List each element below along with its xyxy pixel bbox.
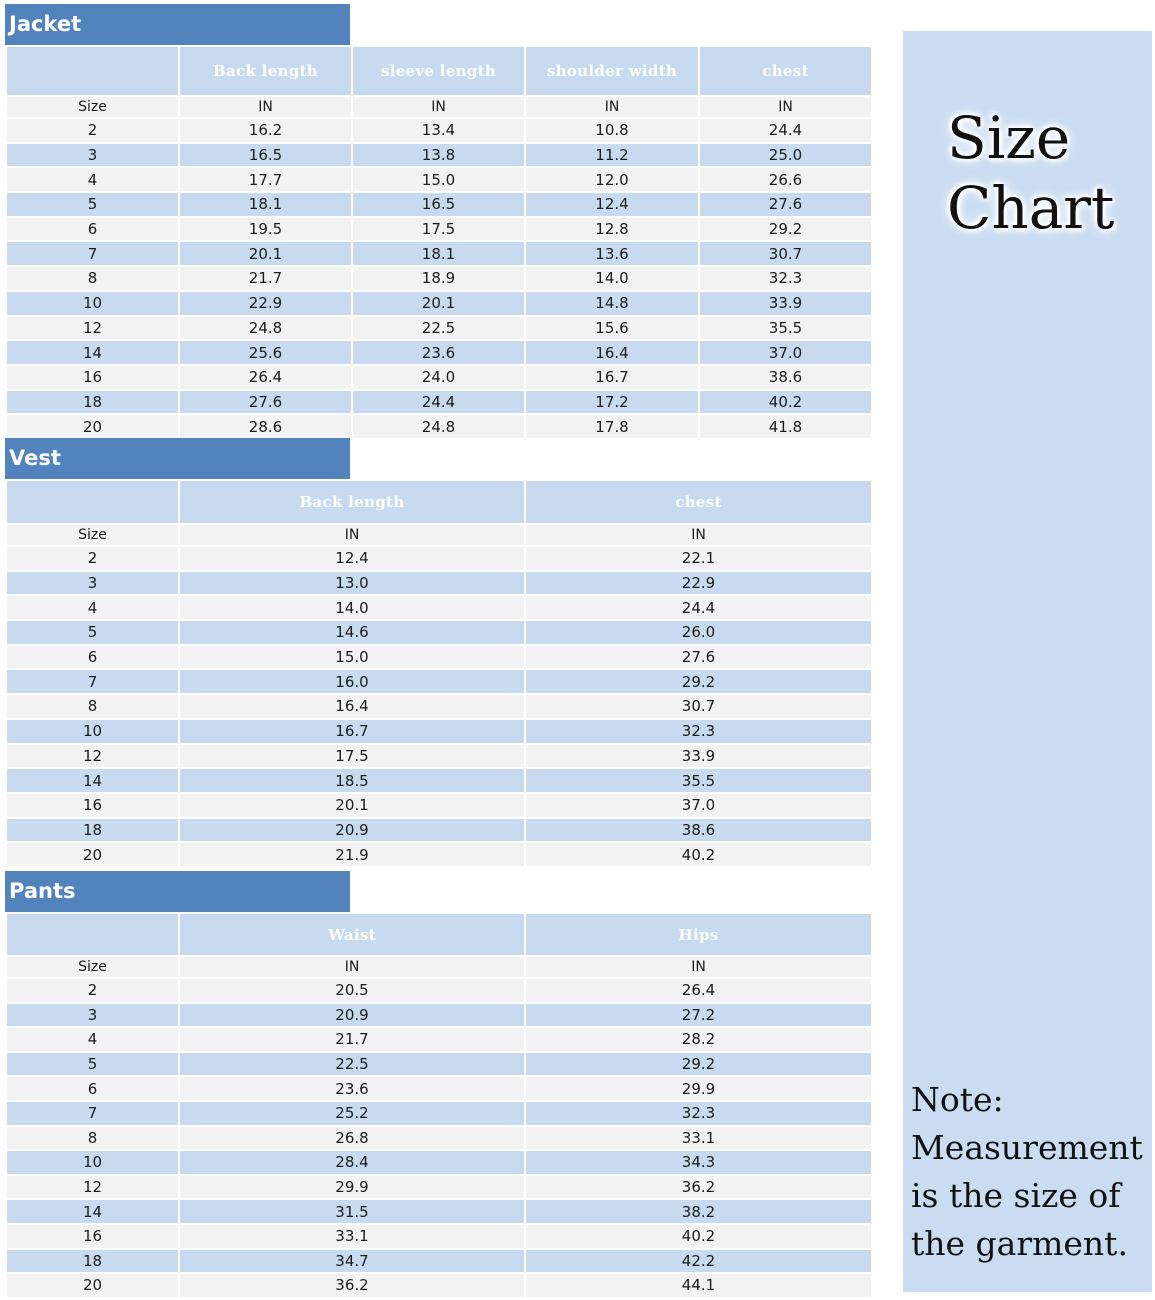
size-chart-title xyxy=(947,103,1114,243)
measurement-cell: 23.6 xyxy=(352,340,525,365)
measurement-cell: 13.8 xyxy=(352,143,525,168)
size-cell: 14 xyxy=(6,1199,179,1224)
measurement-cell: 40.2 xyxy=(525,842,872,867)
measurement-cell: 40.2 xyxy=(699,390,872,415)
measurement-cell: 28.2 xyxy=(525,1027,872,1052)
size-cell: 7 xyxy=(6,241,179,266)
measurement-cell: 27.6 xyxy=(525,645,872,670)
header-back-length: Back length xyxy=(179,480,525,524)
measurement-cell: 30.7 xyxy=(525,694,872,719)
measurement-cell: 29.2 xyxy=(699,217,872,242)
measurement-cell: 18.1 xyxy=(352,241,525,266)
size-cell: 4 xyxy=(6,595,179,620)
size-cell: 16 xyxy=(6,793,179,818)
size-cell: 5 xyxy=(6,1052,179,1077)
measurement-cell: 37.0 xyxy=(699,340,872,365)
table-row xyxy=(6,1003,872,1028)
measurement-cell: 16.4 xyxy=(525,340,699,365)
size-cell: 8 xyxy=(6,694,179,719)
measurement-cell: 26.4 xyxy=(525,978,872,1003)
measurement-cell: 27.2 xyxy=(525,1003,872,1028)
measurement-cell: 17.8 xyxy=(525,414,699,439)
table-row xyxy=(6,192,872,217)
measurement-cell: 16.0 xyxy=(179,669,525,694)
measurement-cell: 16.4 xyxy=(179,694,525,719)
measurement-cell: 28.6 xyxy=(179,414,352,439)
size-cell: 18 xyxy=(6,818,179,843)
header-size-blank xyxy=(6,480,179,524)
measurement-cell: 28.4 xyxy=(179,1150,525,1175)
measurement-cell: 14.0 xyxy=(179,595,525,620)
table-row xyxy=(6,842,872,867)
measurement-cell: 26.0 xyxy=(525,620,872,645)
measurement-cell: 17.2 xyxy=(525,390,699,415)
measurement-cell: 17.5 xyxy=(179,744,525,769)
table-row xyxy=(6,340,872,365)
table-row xyxy=(6,645,872,670)
table-row xyxy=(6,1249,872,1274)
measurement-cell: 27.6 xyxy=(179,390,352,415)
measurement-cell: 12.4 xyxy=(179,546,525,571)
measurement-cell: 34.3 xyxy=(525,1150,872,1175)
size-cell: 4 xyxy=(6,167,179,192)
table-row xyxy=(6,620,872,645)
header-chest: chest xyxy=(525,480,872,524)
measurement-cell: 12.4 xyxy=(525,192,699,217)
size-cell: 18 xyxy=(6,1249,179,1274)
measurement-cell: 20.1 xyxy=(179,793,525,818)
size-cell: 7 xyxy=(6,669,179,694)
size-cell: 20 xyxy=(6,1273,179,1298)
measurement-cell: 16.2 xyxy=(179,118,352,143)
measurement-cell: 38.6 xyxy=(699,365,872,390)
measurement-cell: 31.5 xyxy=(179,1199,525,1224)
size-cell: 3 xyxy=(6,571,179,596)
measurement-cell: 23.6 xyxy=(179,1076,525,1101)
header-sleeve-length: sleeve length xyxy=(352,46,525,96)
header-waist: Waist xyxy=(179,913,525,956)
vest-section xyxy=(5,438,871,870)
size-label: Size xyxy=(6,956,179,978)
jacket-title: Jacket xyxy=(5,4,350,45)
table-row xyxy=(6,1150,872,1175)
size-label: Size xyxy=(6,524,179,546)
unit-label: IN xyxy=(525,524,872,546)
measurement-cell: 32.3 xyxy=(525,1101,872,1126)
measurement-cell: 18.1 xyxy=(179,192,352,217)
pants-section xyxy=(5,871,871,1299)
table-row xyxy=(6,143,872,168)
measurement-cell: 11.2 xyxy=(525,143,699,168)
measurement-cell: 24.4 xyxy=(525,595,872,620)
table-row xyxy=(6,571,872,596)
size-cell: 3 xyxy=(6,1003,179,1028)
measurement-cell: 33.9 xyxy=(525,744,872,769)
measurement-cell: 36.2 xyxy=(525,1175,872,1200)
unit-label: IN xyxy=(352,96,525,118)
size-cell: 16 xyxy=(6,1224,179,1249)
size-cell: 7 xyxy=(6,1101,179,1126)
title-line-chart: Chart xyxy=(947,174,1115,242)
measurement-cell: 24.0 xyxy=(352,365,525,390)
table-row xyxy=(6,719,872,744)
measurement-cell: 29.2 xyxy=(525,1052,872,1077)
measurement-cell: 33.1 xyxy=(179,1224,525,1249)
measurement-cell: 22.5 xyxy=(179,1052,525,1077)
table-row xyxy=(6,414,872,439)
size-cell: 6 xyxy=(6,1076,179,1101)
size-cell: 12 xyxy=(6,744,179,769)
measurement-cell: 22.9 xyxy=(525,571,872,596)
measurement-cell: 35.5 xyxy=(699,316,872,341)
measurement-cell: 35.5 xyxy=(525,768,872,793)
measurement-cell: 29.9 xyxy=(525,1076,872,1101)
size-cell: 10 xyxy=(6,719,179,744)
measurement-cell: 22.9 xyxy=(179,291,352,316)
note-block xyxy=(911,1076,1151,1268)
size-chart-sidebar xyxy=(903,31,1152,1292)
table-row xyxy=(6,595,872,620)
size-cell: 12 xyxy=(6,1175,179,1200)
unit-label: IN xyxy=(179,524,525,546)
size-cell: 18 xyxy=(6,390,179,415)
jacket-table xyxy=(5,45,873,440)
measurement-cell: 38.2 xyxy=(525,1199,872,1224)
measurement-cell: 16.7 xyxy=(179,719,525,744)
pants-title: Pants xyxy=(5,871,350,912)
size-cell: 2 xyxy=(6,546,179,571)
size-cell: 5 xyxy=(6,620,179,645)
title-line-size: Size xyxy=(947,104,1071,172)
measurement-cell: 13.4 xyxy=(352,118,525,143)
measurement-cell: 30.7 xyxy=(699,241,872,266)
table-row xyxy=(6,694,872,719)
size-cell: 16 xyxy=(6,365,179,390)
measurement-cell: 44.1 xyxy=(525,1273,872,1298)
measurement-cell: 27.6 xyxy=(699,192,872,217)
note-text: Measurement is the size of the garment. xyxy=(911,1128,1143,1263)
measurement-cell: 24.4 xyxy=(352,390,525,415)
measurement-cell: 14.6 xyxy=(179,620,525,645)
size-cell: 2 xyxy=(6,978,179,1003)
measurement-cell: 24.8 xyxy=(352,414,525,439)
size-cell: 6 xyxy=(6,217,179,242)
table-row xyxy=(6,978,872,1003)
size-cell: 14 xyxy=(6,768,179,793)
table-row xyxy=(6,1052,872,1077)
measurement-cell: 15.0 xyxy=(352,167,525,192)
unit-label: IN xyxy=(699,96,872,118)
measurement-cell: 16.5 xyxy=(352,192,525,217)
measurement-cell: 22.1 xyxy=(525,546,872,571)
size-cell: 12 xyxy=(6,316,179,341)
measurement-cell: 32.3 xyxy=(525,719,872,744)
measurement-cell: 20.5 xyxy=(179,978,525,1003)
measurement-cell: 14.8 xyxy=(525,291,699,316)
measurement-cell: 18.9 xyxy=(352,266,525,291)
measurement-cell: 37.0 xyxy=(525,793,872,818)
measurement-cell: 14.0 xyxy=(525,266,699,291)
measurement-cell: 16.5 xyxy=(179,143,352,168)
measurement-cell: 34.7 xyxy=(179,1249,525,1274)
size-cell: 10 xyxy=(6,1150,179,1175)
measurement-cell: 19.5 xyxy=(179,217,352,242)
table-row xyxy=(6,291,872,316)
measurement-cell: 25.2 xyxy=(179,1101,525,1126)
table-row xyxy=(6,118,872,143)
measurement-cell: 26.6 xyxy=(699,167,872,192)
header-chest: chest xyxy=(699,46,872,96)
measurement-cell: 33.1 xyxy=(525,1126,872,1151)
table-row xyxy=(6,1101,872,1126)
measurement-cell: 21.7 xyxy=(179,266,352,291)
measurement-cell: 26.4 xyxy=(179,365,352,390)
table-row xyxy=(6,241,872,266)
size-cell: 8 xyxy=(6,266,179,291)
table-row xyxy=(6,167,872,192)
measurement-cell: 15.0 xyxy=(179,645,525,670)
size-cell: 20 xyxy=(6,842,179,867)
table-row xyxy=(6,390,872,415)
size-cell: 6 xyxy=(6,645,179,670)
measurement-cell: 22.5 xyxy=(352,316,525,341)
measurement-cell: 24.8 xyxy=(179,316,352,341)
measurement-cell: 36.2 xyxy=(179,1273,525,1298)
measurement-cell: 18.5 xyxy=(179,768,525,793)
table-row xyxy=(6,1076,872,1101)
size-cell: 20 xyxy=(6,414,179,439)
measurement-cell: 29.9 xyxy=(179,1175,525,1200)
table-row xyxy=(6,1273,872,1298)
measurement-cell: 20.9 xyxy=(179,1003,525,1028)
table-row xyxy=(6,1126,872,1151)
size-label: Size xyxy=(6,96,179,118)
size-cell: 2 xyxy=(6,118,179,143)
size-cell: 4 xyxy=(6,1027,179,1052)
unit-label: IN xyxy=(179,956,525,978)
size-cell: 10 xyxy=(6,291,179,316)
measurement-cell: 25.0 xyxy=(699,143,872,168)
size-cell: 3 xyxy=(6,143,179,168)
measurement-cell: 24.4 xyxy=(699,118,872,143)
measurement-cell: 21.7 xyxy=(179,1027,525,1052)
measurement-cell: 40.2 xyxy=(525,1224,872,1249)
measurement-cell: 12.8 xyxy=(525,217,699,242)
table-row xyxy=(6,1027,872,1052)
measurement-cell: 12.0 xyxy=(525,167,699,192)
table-row xyxy=(6,1175,872,1200)
table-row xyxy=(6,744,872,769)
table-row xyxy=(6,1224,872,1249)
measurement-cell: 17.7 xyxy=(179,167,352,192)
size-cell: 5 xyxy=(6,192,179,217)
unit-label: IN xyxy=(179,96,352,118)
table-row xyxy=(6,818,872,843)
measurement-cell: 10.8 xyxy=(525,118,699,143)
pants-table xyxy=(5,912,873,1299)
measurement-cell: 15.6 xyxy=(525,316,699,341)
table-row xyxy=(6,266,872,291)
measurement-cell: 20.1 xyxy=(352,291,525,316)
table-row xyxy=(6,793,872,818)
header-back-length: Back length xyxy=(179,46,352,96)
table-row xyxy=(6,546,872,571)
measurement-cell: 17.5 xyxy=(352,217,525,242)
size-cell: 8 xyxy=(6,1126,179,1151)
jacket-section xyxy=(5,4,871,436)
header-size-blank xyxy=(6,913,179,956)
table-row xyxy=(6,217,872,242)
measurement-cell: 13.6 xyxy=(525,241,699,266)
measurement-cell: 13.0 xyxy=(179,571,525,596)
header-hips: Hips xyxy=(525,913,872,956)
measurement-cell: 26.8 xyxy=(179,1126,525,1151)
unit-label: IN xyxy=(525,956,872,978)
measurement-cell: 25.6 xyxy=(179,340,352,365)
measurement-cell: 32.3 xyxy=(699,266,872,291)
measurement-cell: 29.2 xyxy=(525,669,872,694)
size-cell: 14 xyxy=(6,340,179,365)
measurement-cell: 38.6 xyxy=(525,818,872,843)
measurement-cell: 42.2 xyxy=(525,1249,872,1274)
table-row xyxy=(6,1199,872,1224)
measurement-cell: 20.9 xyxy=(179,818,525,843)
note-label: Note: xyxy=(911,1080,1004,1119)
measurement-cell: 20.1 xyxy=(179,241,352,266)
table-row xyxy=(6,768,872,793)
header-size-blank xyxy=(6,46,179,96)
table-row xyxy=(6,316,872,341)
measurement-cell: 16.7 xyxy=(525,365,699,390)
measurement-cell: 33.9 xyxy=(699,291,872,316)
table-row xyxy=(6,669,872,694)
measurement-cell: 21.9 xyxy=(179,842,525,867)
vest-title: Vest xyxy=(5,438,350,479)
vest-table xyxy=(5,479,873,868)
unit-label: IN xyxy=(525,96,699,118)
table-row xyxy=(6,365,872,390)
measurement-cell: 41.8 xyxy=(699,414,872,439)
header-shoulder-width: shoulder width xyxy=(525,46,699,96)
